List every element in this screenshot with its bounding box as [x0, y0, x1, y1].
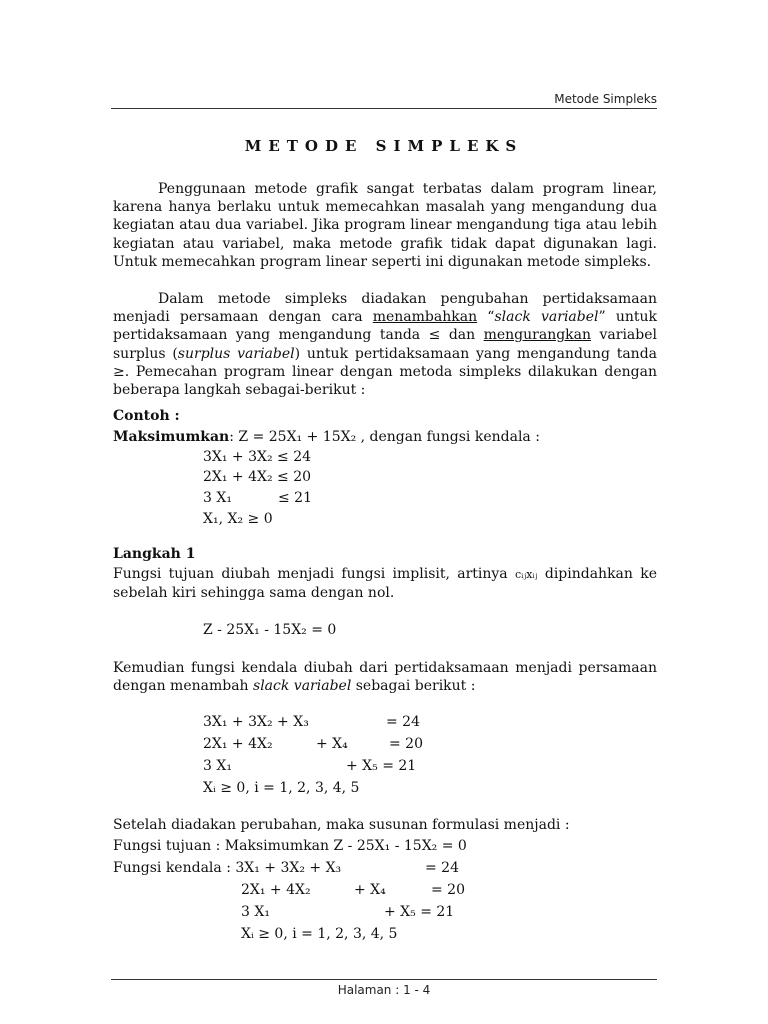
slack-row-3-lhs: 3 X₁ [203, 758, 232, 774]
fungsi-kendala-row-2-lhs: 2X₁ + 4X₂ [241, 882, 311, 898]
objective-function: : Z = 25X₁ + 15X₂ , dengan fungsi kendala : [229, 429, 540, 445]
cij-xij-term: cᵢⱼxᵢⱼ [514, 568, 538, 581]
header-rule [111, 108, 657, 109]
slack-row-1-lhs: 3X₁ + 3X₂ + X₃ [203, 714, 309, 730]
fungsi-kendala-row-1-rhs: = 24 [425, 860, 459, 876]
kemudian-text-a: Kemudian fungsi kendala diubah dari pertidaksamaan menjadi persamaan dengan menambah [113, 660, 657, 695]
langkah1-text-a: Fungsi tujuan diubah menjadi fungsi implisit, artinya [113, 566, 515, 582]
slack-row-2-lhs: 2X₁ + 4X₂ [203, 736, 273, 752]
fungsi-kendala-row-2-rhs: = 20 [431, 882, 465, 898]
footer-rule [111, 979, 657, 980]
fungsi-kendala-row-1: Fungsi kendala : 3X₁ + 3X₂ + X₃ [113, 860, 342, 876]
slack-row-2-rhs: = 20 [389, 736, 423, 752]
setelah-intro: Setelah diadakan perubahan, maka susunan formulasi menjadi : [113, 817, 570, 833]
kemudian-paragraph [113, 659, 657, 695]
kemudian-italic: slack variabel [253, 678, 352, 695]
intro-paragraph-1: Penggunaan metode grafik sangat terbatas dalam program linear, karena hanya berlaku untuk memecahkan masalah yang mengandung dua kegiatan atau dua variabel. Jika program linear mengandung tiga atau lebih kegiatan atau variabel, maka metode grafik tidak dapat digunakan lagi. Untuk memecahkan program linear seperti ini digunakan metode simpleks. [113, 181, 657, 270]
page-title: METODE SIMPLEKS [244, 137, 524, 155]
objective-line [113, 429, 540, 445]
constraint-1: 3X₁ + 3X₂ ≤ 24 [203, 449, 312, 465]
slack-row-2-x4: + X₄ [316, 736, 348, 752]
p2-text-a: Dalam metode simpleks diadakan pengubahan pertidaksamaan menjadi persamaan dengan cara [113, 291, 657, 326]
constraint-3-rhs: ≤ 21 [278, 490, 312, 506]
running-header: Metode Simpleks [554, 92, 657, 106]
slack-nonneg: Xᵢ ≥ 0, i = 1, 2, 3, 4, 5 [203, 780, 360, 796]
slack-row-3-rhs: + X₅ = 21 [346, 758, 417, 774]
p2-text-d: variabel surplus ( [113, 327, 657, 362]
langkah1-text-b: dipindahkan ke sebelah kiri sehingga sama dengan nol. [113, 566, 657, 602]
page-number: Halaman : 1 - 4 [337, 983, 431, 997]
fungsi-kendala-nonneg: Xᵢ ≥ 0, i = 1, 2, 3, 4, 5 [241, 926, 398, 942]
constraint-2: 2X₁ + 4X₂ ≤ 20 [203, 469, 312, 485]
p2-underline-menambahkan: menambahkan [372, 309, 478, 326]
contoh-heading: Contoh : [113, 408, 180, 424]
kemudian-text-b: sebagai berikut : [351, 678, 476, 695]
langkah1-heading: Langkah 1 [113, 546, 196, 562]
fungsi-kendala-row-3-lhs: 3 X₁ [241, 904, 270, 920]
constraint-3-lhs: 3 X₁ [203, 490, 232, 506]
intro-paragraph-2 [113, 290, 657, 399]
maksimumkan-label: Maksimumkan [113, 429, 230, 445]
implicit-equation: Z - 25X₁ - 15X₂ = 0 [203, 622, 337, 638]
constraint-nonneg: X₁, X₂ ≥ 0 [203, 511, 273, 527]
fungsi-tujuan-line: Fungsi tujuan : Maksimumkan Z - 25X₁ - 15X₂ = 0 [113, 838, 467, 854]
p2-text-c: ” untuk pertidaksamaan yang mengandung tanda ≤ dan [113, 309, 658, 344]
p2-italic-slack: slack variabel [494, 309, 599, 326]
langkah1-paragraph [113, 565, 657, 602]
p2-underline-mengurangkan: mengurangkan [483, 327, 592, 344]
p2-italic-surplus: surplus variabel [177, 345, 295, 362]
fungsi-kendala-row-2-x4: + X₄ [354, 882, 386, 898]
fungsi-kendala-row-3-rhs: + X₅ = 21 [384, 904, 455, 920]
p2-text-b: “ [477, 309, 495, 326]
p2-text-e: ) untuk pertidaksamaan yang mengandung tanda ≥. Pemecahan program linear dengan metoda simpleks dilakukan dengan beberapa langkah sebagai-berikut : [113, 345, 657, 399]
slack-row-1-rhs: = 24 [386, 714, 420, 730]
